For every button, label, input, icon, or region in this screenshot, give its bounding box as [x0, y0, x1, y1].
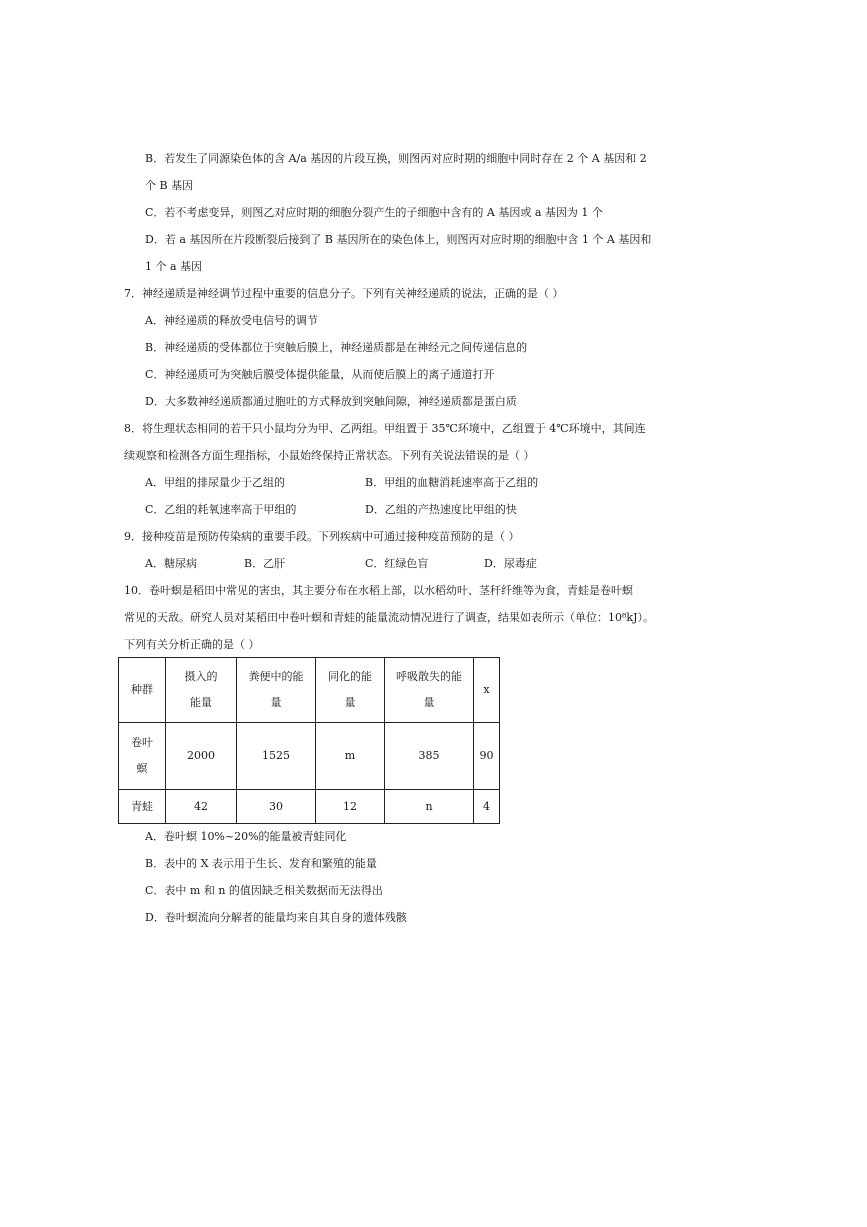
q9-stem: 9．接种疫苗是预防传染病的重要手段。下列疾病中可通过接种疫苗预防的是（ ）: [124, 530, 520, 543]
table-cell: 卷叶螟: [119, 723, 166, 790]
table-header-cell: 粪便中的能量: [237, 658, 316, 723]
q6-option-c: C．若不考虑变异，则图乙对应时期的细胞分裂产生的子细胞中含有的 A 基因或 a 基因为 1 个: [145, 206, 603, 219]
q8-option-a: A．甲组的排尿量少于乙组的: [145, 476, 285, 489]
q10-option-a: A．卷叶螟 10%~20%的能量被青蛙同化: [145, 830, 347, 843]
q7-option-d: D．大多数神经递质都通过胞吐的方式释放到突触间隙，神经递质都是蛋白质: [145, 395, 517, 408]
table-cell: 385: [385, 723, 474, 790]
q10-stem-line1: 10．卷叶螟是稻田中常见的害虫，其主要分布在水稻上部，以水稻幼叶、茎秆纤维等为食，青蛙是卷叶螟: [124, 584, 633, 597]
q6-option-d-line1: D．若 a 基因所在片段断裂后接到了 B 基因所在的染色体上，则图丙对应时期的细胞中含 1 个 A 基因和: [145, 233, 652, 246]
q8-option-b: B．甲组的血糖消耗速率高于乙组的: [365, 476, 539, 489]
table-cell: 2000: [166, 723, 237, 790]
table-cell: 1525: [237, 723, 316, 790]
table-header-cell: 同化的能量: [316, 658, 385, 723]
energy-flow-table: [118, 657, 500, 824]
table-cell: 4: [474, 790, 500, 824]
q10-stem-line2: 常见的天敌。研究人员对某稻田中卷叶螟和青蛙的能量流动情况进行了调查，结果如表所示（单位：10⁸kJ）。: [124, 611, 654, 624]
table-header-cell: 种群: [119, 658, 166, 723]
q9-option-a: A．糖尿病: [145, 557, 197, 570]
table-cell: 12: [316, 790, 385, 824]
q10-option-d: D．卷叶螟流向分解者的能量均来自其自身的遗体残骸: [145, 911, 407, 924]
q8-stem-line1: 8．将生理状态相同的若干只小鼠均分为甲、乙两组。甲组置于 35℃环境中，乙组置于 4℃环境中，其间连: [124, 422, 646, 435]
table-cell: n: [385, 790, 474, 824]
table-header-cell: 呼吸散失的能量: [385, 658, 474, 723]
table-cell: 90: [474, 723, 500, 790]
q8-option-c: C．乙组的耗氧速率高于甲组的: [145, 503, 297, 516]
q8-option-d: D．乙组的产热速度比甲组的快: [365, 503, 517, 516]
table-row: [119, 790, 500, 824]
table-header-cell: x: [474, 658, 500, 723]
q7-option-b: B．神经递质的受体都位于突触后膜上，神经递质都是在神经元之间传递信息的: [145, 341, 528, 354]
q7-stem: 7．神经递质是神经调节过程中重要的信息分子。下列有关神经递质的说法，正确的是（ ）: [124, 287, 564, 300]
table-header-cell: 摄入的能量: [166, 658, 237, 723]
q7-option-a: A．神经递质的释放受电信号的调节: [145, 314, 318, 327]
table-cell: 30: [237, 790, 316, 824]
q9-option-b: B．乙肝: [244, 557, 286, 570]
q10-stem-line3: 下列有关分析正确的是（ ）: [124, 638, 260, 651]
q9-option-c: C．红绿色盲: [365, 557, 429, 570]
q10-option-c: C．表中 m 和 n 的值因缺乏相关数据而无法得出: [145, 884, 383, 897]
table-row: [119, 723, 500, 790]
table-cell: m: [316, 723, 385, 790]
table-cell: 42: [166, 790, 237, 824]
q6-option-d-line2: 1 个 a 基因: [145, 260, 203, 273]
q6-option-b-line2: 个 B 基因: [145, 179, 194, 192]
q7-option-c: C．神经递质可为突触后膜受体提供能量，从而使后膜上的离子通道打开: [145, 368, 495, 381]
q6-option-b-line1: B．若发生了同源染色体的含 A/a 基因的片段互换，则图丙对应时期的细胞中同时存在 2 个 A 基因和 2: [145, 152, 647, 165]
table-header-row: [119, 658, 500, 723]
q8-stem-line2: 续观察和检测各方面生理指标，小鼠始终保持正常状态。下列有关说法错误的是（ ）: [124, 449, 535, 462]
q9-option-d: D．尿毒症: [484, 557, 537, 570]
table-cell: 青蛙: [119, 790, 166, 824]
q10-option-b: B．表中的 X 表示用于生长、发育和繁殖的能量: [145, 857, 377, 870]
